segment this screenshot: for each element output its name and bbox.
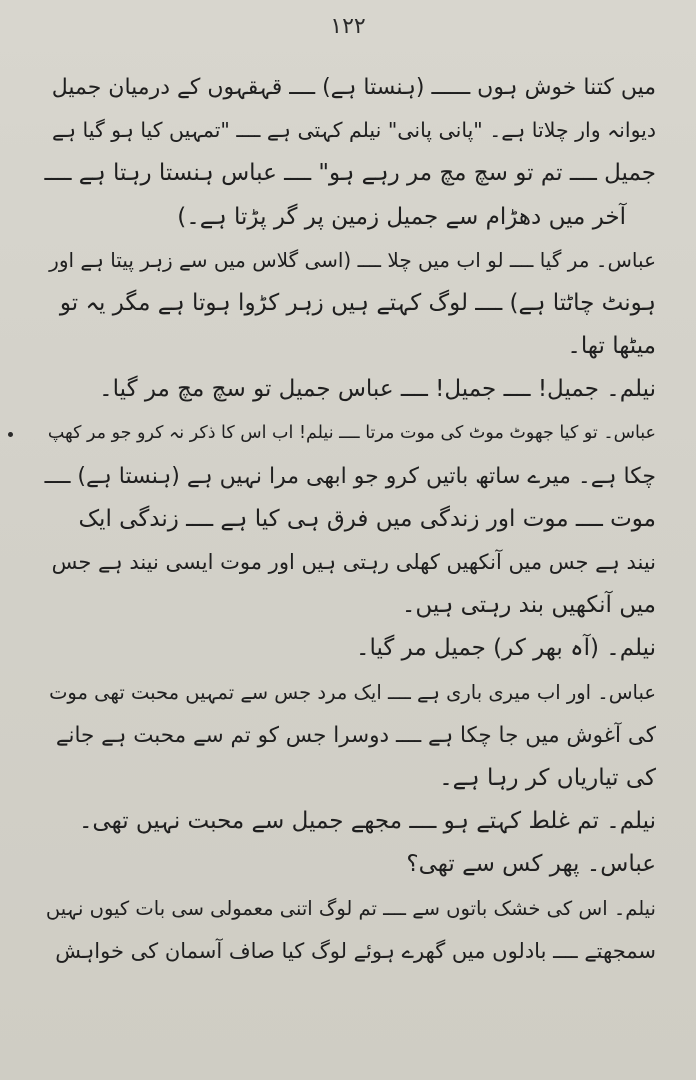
page-number: ۱۲۲ [330, 14, 366, 39]
text-line-11: موت ــــ موت اور زندگی میں فرق ہی کیا ہے ــــ زندگی ایک [78, 505, 656, 532]
text-line-7: میٹھا تھا۔ [567, 333, 656, 360]
text-line-16: کی آغوش میں جا چکا ہے ــــ دوسرا جس کو تم سے محبت ہے جانے [55, 722, 656, 748]
text-line-2: دیوانہ وار چلاتا ہے۔ "پانی پانی" نیلم کہتی ہے ــــ "تمہیں کیا ہو گیا ہے [51, 118, 656, 143]
text-line-14: نیلم۔ (آہ بھر کر) جمیل مر گیا۔ [355, 635, 656, 662]
text-line-21: سمجھتے ــــ بادلوں میں گھرے ہوئے لوگ کیا صاف آسمان کی خواہش [55, 938, 656, 963]
text-line-5: عباس۔ مر گیا ــــ لو اب میں چلا ــــ (اسی گلاس میں سے زہر پیتا ہے اور [49, 247, 656, 272]
text-line-19: عباس۔ پھر کس سے تھی؟ [406, 851, 656, 878]
urdu-text-block [44, 66, 656, 973]
text-line-10: چکا ہے۔ میرے ساتھ باتیں کرو جو ابھی مرا نہیں ہے (ہنستا ہے) ــــ [44, 463, 656, 489]
text-line-1: میں کتنا خوش ہوں ــــــ (ہنستا ہے) ــــ قہقہوں کے درمیان جمیل [51, 75, 656, 100]
text-line-15: عباس۔ اور اب میری باری ہے ــــ ایک مرد جس سے تمہیں محبت تھی موت [49, 680, 656, 704]
text-line-12: نیند ہے جس میں آنکھیں کھلی رہتی ہیں اور موت ایسی نیند ہے جس [51, 550, 656, 575]
margin-dot [8, 432, 13, 437]
text-line-8: نیلم۔ جمیل! ــــ جمیل! ــــ عباس جمیل تو سچ مچ مر گیا۔ [99, 376, 656, 403]
text-line-20: نیلم۔ اس کی خشک باتوں سے ــــ تم لوگ اتنی معمولی سی بات کیوں نہیں [45, 896, 656, 920]
text-line-9: عباس۔ تو کیا جھوٹ موٹ کی موت مرتا ــــ نیلم! اب اس کا ذکر نہ کرو جو مر کھپ [47, 422, 656, 443]
text-line-17: کی تیاریاں کر رہا ہے۔ [439, 765, 656, 791]
text-line-4: آخر میں دھڑام سے جمیل زمین پر گر پڑتا ہے۔) [177, 203, 626, 230]
text-line-6: ہونٹ چاٹتا ہے) ــــ لوگ کہتے ہیں زہر کڑوا ہوتا ہے مگر یہ تو [59, 289, 656, 316]
text-line-3: جمیل ــــ تم تو سچ مچ مر رہے ہو" ــــ عباس ہنستا رہتا ہے ــــ [44, 160, 656, 187]
text-line-13: میں آنکھیں بند رہتی ہیں۔ [401, 592, 656, 619]
text-line-18: نیلم۔ تم غلط کہتے ہو ــــ مجھے جمیل سے محبت نہیں تھی۔ [78, 808, 656, 835]
